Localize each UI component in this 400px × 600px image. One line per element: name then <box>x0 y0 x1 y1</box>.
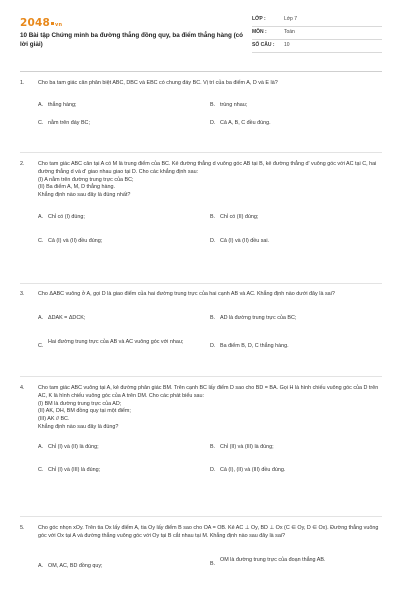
option-d[interactable] <box>210 343 370 351</box>
answer-options <box>38 299 382 364</box>
answer-options <box>38 432 382 488</box>
question-line: Cho góc nhọn xOy. Trên tia Ox lấy điểm A, tia Oy lấy điểm B sao cho OA = OB. Kẻ AC ⊥ Oy, BD ⊥ Ox (C ∈ Oy, D ∈ Ox). Đường thẳng vuông góc với Ox tại A và đường thẳng vuông góc với Oy tại B cắt nhau tại M. Khẳng định nào sau đây là sai? <box>38 525 379 539</box>
option-text: ΔDAK = ΔDCK; <box>48 314 86 321</box>
option-b[interactable] <box>210 444 370 452</box>
question-separator <box>20 376 382 377</box>
question-number: 4. <box>20 385 25 391</box>
meta-value: 10 <box>284 42 290 49</box>
option-d[interactable] <box>210 467 370 475</box>
option-letter: A. <box>38 314 44 321</box>
question-separator <box>20 516 382 517</box>
option-b[interactable] <box>210 557 380 569</box>
option-c[interactable] <box>38 339 188 351</box>
question-2 <box>20 161 382 260</box>
question-4 <box>20 385 382 488</box>
question-number: 3. <box>20 291 25 297</box>
answer-options <box>38 88 382 128</box>
logo-sub: vn <box>55 22 63 28</box>
question-line: (I) A nằm trên đường trung trực của BC; <box>38 176 134 183</box>
meta-row-subject <box>252 27 382 40</box>
question-separator <box>20 283 382 284</box>
question-text <box>38 525 382 541</box>
question-line: Cho ΔABC vuông ở A, gọi D là giao điểm của hai đường trung trực của hai cạnh AB và AC. Khẳng định nào dưới đây là sai? <box>38 291 335 297</box>
option-text: Cả (I) và (II) đều sai. <box>220 238 270 245</box>
option-a[interactable] <box>38 102 198 110</box>
question-number: 1. <box>20 80 25 86</box>
option-c[interactable] <box>38 238 198 246</box>
question-line: Khẳng định nào sau đây là đúng nhất? <box>38 192 131 199</box>
option-a[interactable] <box>38 444 198 452</box>
question-text <box>38 291 382 299</box>
question-text <box>38 80 382 88</box>
question-line: Khẳng định nào sau đây là đúng? <box>38 424 119 431</box>
option-letter: D. <box>210 466 216 473</box>
option-letter: C. <box>38 238 44 245</box>
question-line: Cho tam giác ABC vuông tại A, kẻ đường phân giác BM. Trên cạnh BC lấy điểm D sao cho BD = BA. Gọi H là hình chiếu vuông góc của D trên AC, K là hình chiếu vuông góc của A trên DM. Cho các phát biểu sau: <box>38 385 379 399</box>
meta-table <box>252 14 382 53</box>
option-b[interactable] <box>210 315 370 323</box>
option-text: Chỉ (I) và (III) là đúng; <box>48 466 101 473</box>
question-number: 2. <box>20 161 25 167</box>
question-text <box>38 161 382 200</box>
option-text: Chỉ (II) và (III) là đúng; <box>220 443 274 450</box>
option-letter: B. <box>210 214 216 221</box>
question-line: (II) Ba điểm A, M, D thẳng hàng. <box>38 184 116 191</box>
question-line: (III) AK // BC. <box>38 416 70 423</box>
meta-value: Toán <box>284 29 295 36</box>
option-text: Chỉ có (I) đúng; <box>48 214 85 221</box>
option-letter: D. <box>210 238 216 245</box>
answer-options <box>38 200 382 260</box>
option-letter: B. <box>210 101 216 108</box>
option-letter: B. <box>210 560 216 567</box>
option-letter: B. <box>210 443 216 450</box>
answer-options <box>38 541 382 581</box>
question-line: (II) AK, DH, BM đồng quy tại một điểm; <box>38 408 131 415</box>
question-text <box>38 385 382 432</box>
option-text: Chỉ (I) và (II) là đúng; <box>48 443 99 450</box>
option-letter: A. <box>38 101 44 108</box>
option-a[interactable] <box>38 563 198 571</box>
option-text: OM, AC, BD đồng quy; <box>48 562 103 569</box>
option-text: Chỉ có (II) đúng; <box>220 214 259 221</box>
question-separator <box>20 152 382 153</box>
logo-main: 2048 <box>20 17 51 29</box>
logo-dot <box>51 22 54 25</box>
question-number: 5. <box>20 525 25 531</box>
question-line: (I) BM là đường trung trực của AD; <box>38 400 122 407</box>
option-letter: D. <box>210 119 216 126</box>
option-letter: C. <box>38 342 44 349</box>
site-logo[interactable] <box>20 16 62 31</box>
meta-label: LỚP : <box>252 16 266 23</box>
option-d[interactable] <box>210 120 370 128</box>
question-1 <box>20 80 382 128</box>
meta-row-count <box>252 40 382 53</box>
option-text: Ba điểm B, D, C thẳng hàng. <box>220 342 289 349</box>
question-3 <box>20 291 382 364</box>
option-letter: A. <box>38 443 44 450</box>
option-text: Cả (I), (II) và (III) đều đúng. <box>220 466 286 473</box>
option-text: trùng nhau; <box>220 101 248 108</box>
option-letter: D. <box>210 342 216 349</box>
header-divider <box>20 71 382 72</box>
option-text: Hai đường trung trực của AB và AC vuông góc với nhau; <box>48 338 184 345</box>
option-text: Cả A, B, C đều đúng. <box>220 119 271 126</box>
option-a[interactable] <box>38 315 198 323</box>
option-text: AD là đường trung trực của BC; <box>220 314 297 321</box>
option-b[interactable] <box>210 102 370 110</box>
meta-label: SỐ CÂU : <box>252 42 275 49</box>
option-letter: A. <box>38 562 44 569</box>
option-letter: C. <box>38 119 44 126</box>
option-b[interactable] <box>210 214 370 222</box>
option-c[interactable] <box>38 120 198 128</box>
option-text: OM là đường trung trực của đoạn thẳng AB. <box>220 556 326 563</box>
option-d[interactable] <box>210 238 370 246</box>
question-line: Cho tam giác ABC cân tại A có M là trung điểm của BC. Kẻ đường thẳng d vuông góc AB tại B, kẻ đường thẳng d' vuông góc với AC tại C, hai đường thẳng d và d' giao nhau giao tại D. Cho các khẳng định sau: <box>38 161 377 175</box>
question-5 <box>20 525 382 581</box>
option-text: nằm trên đáy BC; <box>48 119 90 126</box>
option-letter: B. <box>210 314 216 321</box>
meta-row-class <box>252 14 382 27</box>
option-text: Cả (I) và (II) đều đúng; <box>48 238 103 245</box>
document-title: 10 Bài tập Chứng minh ba đường thẳng đồng quy, ba điểm thẳng hàng (có lời giải) <box>20 32 244 48</box>
document-header <box>0 0 400 68</box>
option-letter: A. <box>38 214 44 221</box>
meta-label: MÔN : <box>252 29 267 36</box>
option-letter: C. <box>38 466 44 473</box>
question-line: Cho ba tam giác cân phân biệt ABC, DBC và EBC có chung đáy BC. Vị trí của ba điểm A, D và E là? <box>38 80 278 86</box>
option-text: thẳng hàng; <box>48 101 77 108</box>
option-c[interactable] <box>38 467 198 475</box>
meta-value: Lớp 7 <box>284 16 298 23</box>
option-a[interactable] <box>38 214 198 222</box>
